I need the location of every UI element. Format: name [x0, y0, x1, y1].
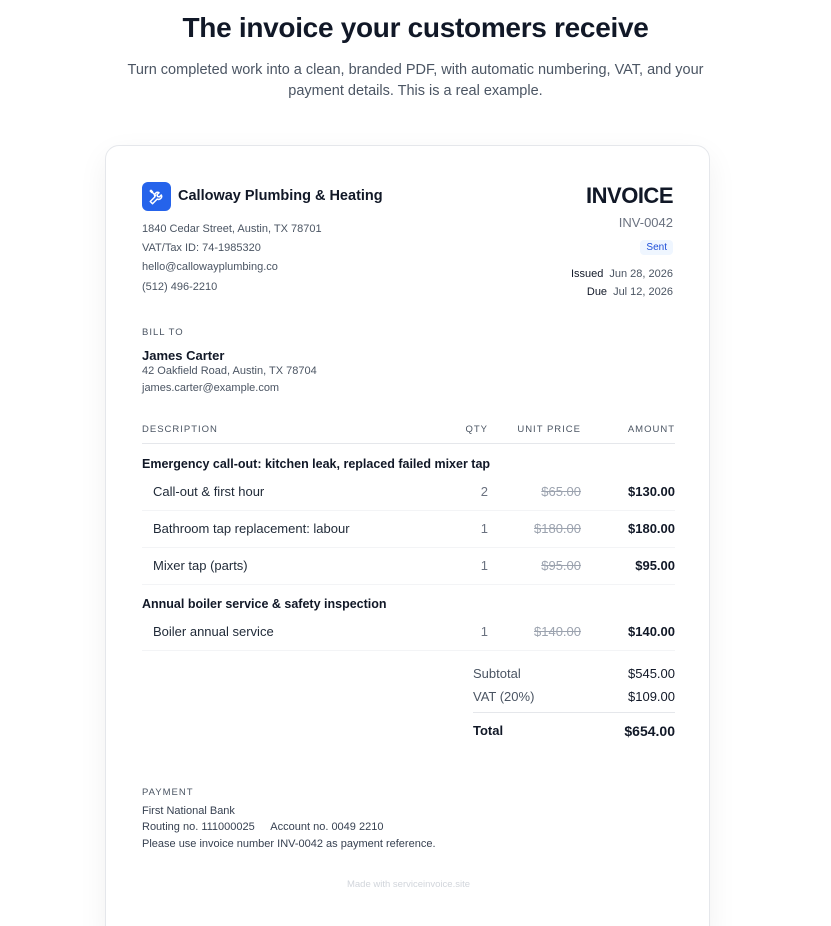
line-item-qty: 1 [480, 558, 488, 573]
total-label: Total [473, 723, 504, 738]
status-badge: Sent [640, 240, 673, 255]
line-item-unit-price: $95.00 [541, 558, 581, 573]
line-item-amount: $130.00 [628, 484, 675, 499]
line-item-description: Boiler annual service [153, 624, 274, 639]
routing-number: 111000025 [201, 821, 255, 833]
row-divider [142, 547, 675, 548]
line-item-description: Bathroom tap replacement: labour [153, 521, 350, 536]
client-email: james.carter@example.com [142, 382, 280, 394]
due-date-row [587, 286, 673, 298]
line-item-qty: 1 [480, 521, 488, 536]
issued-date-row [571, 268, 673, 280]
payment-bank: First National Bank [142, 805, 235, 817]
vat-label: VAT (20%) [473, 689, 535, 704]
totals-divider [473, 712, 675, 713]
due-label: Due [586, 286, 608, 298]
business-logo [142, 182, 171, 211]
issued-date: Jun 28, 2026 [609, 268, 673, 280]
row-divider [142, 650, 675, 651]
invoice-number: INV-0042 [618, 215, 673, 230]
client-address: 42 Oakfield Road, Austin, TX 78704 [142, 365, 317, 377]
business-phone: (512) 496-2210 [142, 281, 218, 293]
line-item-unit-price: $140.00 [534, 624, 581, 639]
issued-label: Issued [570, 268, 604, 280]
line-item-group-title: Emergency call-out: kitchen leak, replaced failed mixer tap [142, 457, 491, 471]
line-item-unit-price: $65.00 [541, 484, 581, 499]
payment-label: PAYMENT [142, 787, 194, 798]
tools-icon [148, 188, 166, 206]
account-number: 0049 2210 [331, 821, 384, 833]
column-header-description: DESCRIPTION [142, 424, 218, 435]
payment-account-details [142, 821, 383, 833]
column-header-unit-price: UNIT PRICE [517, 424, 581, 435]
invoice-title: INVOICE [586, 183, 673, 208]
routing-label: Routing no. [142, 821, 199, 833]
payment-note: Please use invoice number INV-0042 as payment reference. [142, 838, 436, 850]
column-header-qty: QTY [465, 424, 488, 435]
due-date: Jul 12, 2026 [613, 286, 673, 298]
subtotal-value: $545.00 [628, 666, 675, 681]
table-header-divider [142, 443, 675, 444]
line-item-amount: $140.00 [628, 624, 675, 639]
business-name: Calloway Plumbing & Heating [178, 188, 383, 204]
hero-title: The invoice your customers receive [182, 12, 649, 43]
row-divider [142, 584, 675, 585]
made-with-footer: Made with serviceinvoice.site [346, 879, 471, 890]
client-name: James Carter [142, 348, 225, 363]
line-item-amount: $180.00 [628, 521, 675, 536]
subtotal-label: Subtotal [473, 666, 521, 681]
line-item-description: Mixer tap (parts) [153, 558, 248, 573]
account-label: Account no. [270, 821, 329, 833]
invoice-card [105, 145, 710, 926]
hero-subtitle: Turn completed work into a clean, branded PDF, with automatic numbering, VAT, and your payment details. This is a real example. [127, 62, 704, 99]
business-tax-id: VAT/Tax ID: 74-1985320 [142, 242, 261, 254]
line-item-description: Call-out & first hour [153, 484, 265, 499]
business-address: 1840 Cedar Street, Austin, TX 78701 [142, 223, 322, 235]
total-value: $654.00 [624, 723, 675, 739]
line-item-group-title: Annual boiler service & safety inspection [142, 597, 387, 611]
row-divider [142, 510, 675, 511]
line-item-unit-price: $180.00 [534, 521, 581, 536]
column-header-amount: AMOUNT [627, 424, 675, 435]
bill-to-label: BILL TO [142, 327, 184, 338]
line-item-amount: $95.00 [635, 558, 675, 573]
business-email: hello@callowayplumbing.co [142, 261, 278, 273]
vat-value: $109.00 [628, 689, 675, 704]
line-item-qty: 1 [480, 624, 488, 639]
line-item-qty: 2 [480, 484, 488, 499]
